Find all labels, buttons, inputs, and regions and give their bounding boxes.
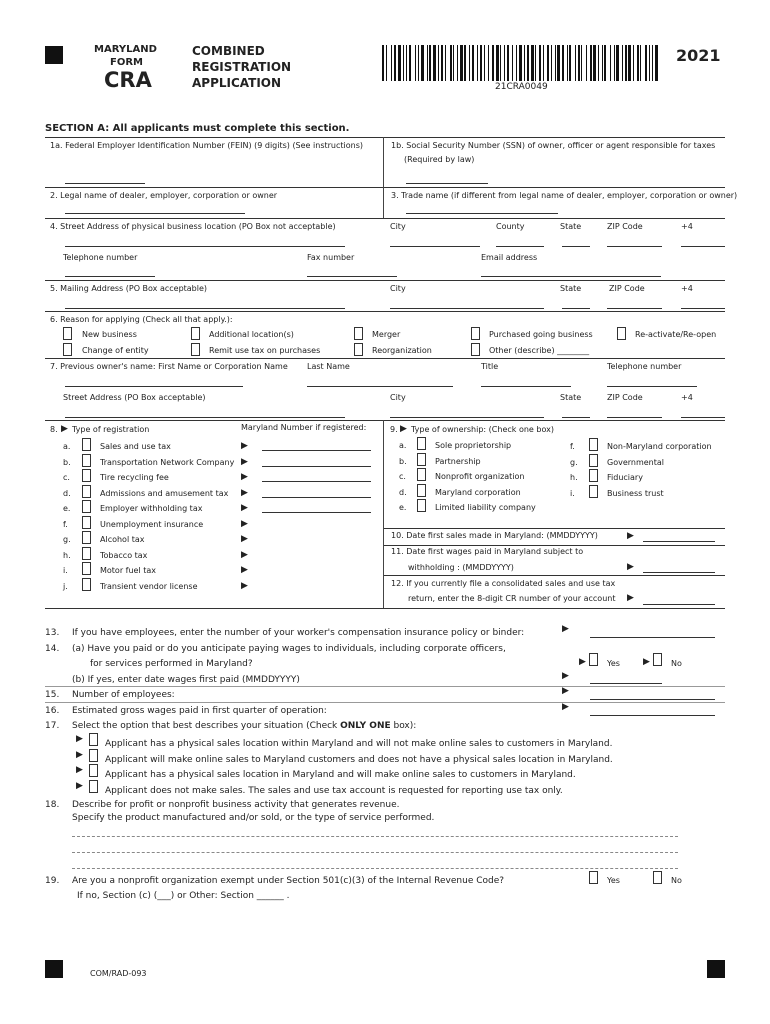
ownership-checkbox[interactable] [589, 454, 598, 467]
registration-letter: e. [63, 504, 71, 513]
registration-letter: a. [63, 442, 71, 451]
registration-checkbox[interactable] [82, 516, 91, 529]
previous-telephone-input[interactable] [607, 386, 697, 387]
ownership-letter: b. [399, 456, 407, 466]
field-1b-ssn-label: 1b. Social Security Number (SSN) of owner, officer or agent responsible for taxes [391, 141, 716, 150]
reason-new-business-checkbox[interactable] [63, 327, 72, 340]
first-sales-date-input[interactable] [643, 541, 715, 542]
ssn-input[interactable] [406, 183, 488, 184]
arrow-icon: ▶ [562, 702, 569, 712]
q13-text: If you have employees, enter the number of your worker's compensation insurance policy or binder: [72, 628, 525, 638]
q19-no-checkbox[interactable] [653, 871, 662, 884]
ownership-letter: i. [570, 488, 575, 498]
arrow-icon: ▶ [76, 765, 83, 775]
registration-letter: i. [63, 566, 68, 575]
arrow-icon: ▶ [241, 549, 248, 560]
field-8-registration-label: Type of registration [72, 425, 150, 434]
ownership-letter: e. [399, 503, 407, 512]
registration-name: Transportation Network Company [100, 457, 235, 467]
ownership-letter: a. [399, 441, 407, 450]
previous-city-input[interactable] [390, 417, 544, 418]
ownership-name: Maryland corporation [435, 487, 521, 497]
registration-checkbox[interactable] [82, 531, 91, 544]
registration-number-input[interactable] [262, 481, 371, 482]
mail-city-input[interactable] [390, 308, 544, 309]
registration-name: Alcohol tax [100, 535, 145, 544]
workers-comp-input[interactable] [590, 637, 715, 638]
arrow-icon: ▶ [241, 565, 248, 575]
q17-option-text: Applicant has a physical sales location within Maryland and will not make online sales to customers in Maryland. [105, 739, 613, 749]
plus4-label: +4 [681, 222, 693, 231]
ownership-letter: c. [399, 472, 406, 481]
reason-other-checkbox[interactable] [471, 343, 480, 356]
registration-name: Tobacco tax [100, 550, 148, 560]
section-a-title: SECTION A: All applicants must complete this section. [45, 123, 350, 134]
field-6-reason-label: 6. Reason for applying (Check all that apply.): [50, 315, 233, 324]
registration-number-input[interactable] [262, 466, 371, 467]
q17-option-checkbox[interactable] [89, 733, 98, 746]
trade-name-input[interactable] [406, 213, 558, 214]
registration-number-input[interactable] [262, 497, 371, 498]
ownership-name: Nonprofit organization [435, 472, 525, 481]
barcode-text: 21CRA0049 [495, 82, 548, 92]
mail-city-label: City [390, 284, 406, 293]
email-label: Email address [481, 253, 538, 262]
reason-reorganization-checkbox[interactable] [354, 343, 363, 356]
registration-checkbox[interactable] [82, 454, 91, 467]
registration-letter: c. [63, 473, 70, 482]
state-name: MARYLAND [94, 44, 157, 55]
ownership-checkbox[interactable] [589, 469, 598, 482]
reason-change-entity-checkbox[interactable] [63, 343, 72, 356]
q14-yes-label: Yes [607, 659, 620, 668]
registration-name: Unemployment insurance [100, 519, 204, 529]
q17-option-checkbox[interactable] [89, 749, 98, 762]
q19-number: 19. [45, 876, 60, 886]
reason-reorganization: Reorganization [372, 346, 432, 355]
arrow-icon: ▶ [76, 734, 83, 744]
ownership-checkbox[interactable] [417, 484, 426, 497]
ownership-name: Partnership [435, 456, 481, 466]
registration-checkbox[interactable] [82, 500, 91, 513]
q18-text-2: Specify the product manufactured and/or sold, or the type of service performed. [72, 813, 435, 823]
q19-text: Are you a nonprofit organization exempt under Section 501(c)(3) of the Internal Revenue Code? [72, 876, 505, 886]
q16-number: 16. [45, 706, 60, 716]
ownership-checkbox[interactable] [417, 437, 426, 450]
ownership-checkbox[interactable] [589, 438, 598, 451]
q14b-text: (b) If yes, enter date wages first paid (MMDDYYYY) [72, 675, 300, 685]
title-line-2: REGISTRATION [192, 60, 292, 74]
registration-checkbox[interactable] [82, 547, 91, 560]
ownership-name: Limited liability company [435, 503, 536, 512]
reason-merger: Merger [372, 330, 401, 339]
q14-no-label: No [671, 659, 682, 668]
arrow-icon: ▶ [400, 424, 407, 434]
ownership-letter: g. [570, 457, 578, 467]
arrow-icon: ▶ [241, 456, 248, 467]
field-11-label: 11. Date first wages paid in Maryland subject to [391, 547, 584, 556]
zip-input[interactable] [607, 246, 662, 247]
previous-street-input[interactable] [65, 417, 345, 418]
ownership-name: Non-Maryland corporation [607, 442, 712, 451]
q13-number: 13. [45, 628, 60, 638]
city-input[interactable] [390, 246, 480, 247]
barcode-image [382, 45, 658, 81]
previous-zip-label: ZIP Code [607, 393, 643, 402]
tax-year: 2021 [676, 46, 721, 65]
fein-input[interactable] [65, 183, 145, 184]
number-of-employees-input[interactable] [590, 699, 715, 700]
mail-state-input[interactable] [562, 308, 590, 309]
previous-city-label: City [390, 393, 406, 402]
registration-checkbox[interactable] [82, 438, 91, 451]
q15-text: Number of employees: [72, 690, 175, 700]
field-1a-fein-label: 1a. Federal Employer Identification Number (FEIN) (9 digits) (See instructions) [50, 141, 363, 150]
ownership-checkbox[interactable] [589, 485, 598, 498]
field-9-ownership-label: Type of ownership: (Check one box) [411, 425, 554, 434]
registration-number-input[interactable] [262, 512, 371, 513]
mail-zip-label: ZIP Code [609, 284, 645, 293]
first-wages-date-input[interactable] [643, 572, 715, 573]
registration-checkbox[interactable] [82, 578, 91, 591]
title-label: Title [481, 362, 499, 371]
reason-merger-checkbox[interactable] [354, 327, 363, 340]
q19-yes-checkbox[interactable] [589, 871, 598, 884]
arrow-icon: ▶ [627, 531, 634, 541]
reason-remit-use-tax: Remit use tax on purchases [209, 346, 321, 355]
county-label: County [496, 222, 525, 231]
arrow-icon: ▶ [627, 562, 634, 572]
reason-new-business: New business [82, 330, 137, 339]
arrow-icon: ▶ [241, 534, 248, 544]
q14a-text-2: for services performed in Maryland? [90, 659, 253, 669]
q15-number: 15. [45, 690, 60, 700]
registration-name: Tire recycling fee [100, 473, 169, 482]
registration-name: Admissions and amusement tax [100, 488, 229, 498]
mailing-address-input[interactable] [65, 308, 345, 309]
registration-name: Transient vendor license [100, 581, 198, 591]
arrow-icon: ▶ [61, 424, 68, 434]
ownership-letter: h. [570, 473, 578, 482]
registration-name: Motor fuel tax [100, 566, 157, 575]
city-label: City [390, 222, 406, 231]
field-11-sub: withholding : (MMDDYYYY) [408, 563, 514, 572]
registration-name: Employer withholding tax [100, 504, 203, 513]
wages-first-paid-input[interactable] [590, 683, 662, 684]
ownership-checkbox[interactable] [417, 468, 426, 481]
reason-additional-location-checkbox[interactable] [191, 327, 200, 340]
arrow-icon: ▶ [241, 472, 248, 482]
q14-yes-checkbox[interactable] [589, 653, 598, 666]
field-8-number: 8. [50, 425, 58, 434]
field-4-address-label: 4. Street Address of physical business location (PO Box not acceptable) [50, 222, 336, 231]
cr-number-input[interactable] [643, 604, 715, 605]
field-5-mailing-label: 5. Mailing Address (PO Box acceptable) [50, 284, 208, 293]
q19-yes-label: Yes [607, 876, 620, 885]
previous-street-label: Street Address (PO Box acceptable) [63, 393, 206, 402]
field-9-number: 9. [390, 425, 398, 434]
arrow-icon: ▶ [579, 657, 586, 667]
arrow-icon: ▶ [241, 518, 248, 529]
registration-mark-bottom-right [707, 960, 725, 978]
previous-telephone-label: Telephone number [607, 362, 682, 371]
title-line-1: COMBINED [192, 44, 265, 58]
q14-no-checkbox[interactable] [653, 653, 662, 666]
zip-label: ZIP Code [607, 222, 643, 231]
q17-option-text: Applicant has a physical sales location in Maryland and will make online sales to customers in Maryland. [105, 770, 576, 780]
legal-name-input[interactable] [65, 213, 245, 214]
q17-text: Select the option that best describes your situation (Check ONLY ONE box): [72, 721, 417, 731]
plus4-input[interactable] [681, 246, 725, 247]
mail-plus4-label: +4 [681, 284, 693, 293]
q18-text-1: Describe for profit or nonprofit business activity that generates revenue. [72, 800, 400, 810]
q18-answer-line-2[interactable] [72, 852, 678, 853]
q16-text: Estimated gross wages paid in first quarter of operation: [72, 706, 327, 716]
previous-owner-last-input[interactable] [307, 386, 453, 387]
arrow-icon: ▶ [562, 686, 569, 696]
reason-remit-use-tax-checkbox[interactable] [191, 343, 200, 356]
field-10-label: 10. Date first sales made in Maryland: (MMDDYYYY) [391, 531, 598, 540]
ownership-checkbox[interactable] [417, 453, 426, 466]
field-12-sub: return, enter the 8-digit CR number of your account [408, 594, 616, 603]
registration-checkbox[interactable] [82, 469, 91, 482]
arrow-icon: ▶ [241, 487, 248, 498]
q17-option-text: Applicant does not make sales. The sales and use tax account is requested for reporting use tax only. [105, 785, 563, 796]
previous-state-label: State [560, 393, 582, 402]
previous-state-input[interactable] [562, 417, 590, 418]
ownership-letter: f. [570, 442, 575, 451]
form-code: CRA [104, 68, 152, 92]
registration-letter: j. [63, 581, 68, 591]
reason-additional-location: Additional location(s) [209, 330, 294, 339]
registration-letter: f. [63, 519, 68, 529]
gross-wages-input[interactable] [590, 715, 715, 716]
fax-input[interactable] [307, 276, 397, 277]
previous-owner-first-input[interactable] [65, 386, 243, 387]
q18-number: 18. [45, 800, 60, 810]
ownership-name: Sole proprietorship [435, 441, 512, 450]
arrow-icon: ▶ [562, 624, 569, 634]
registration-letter: d. [63, 488, 71, 498]
registration-mark-top-left [45, 46, 63, 64]
reason-purchased: Purchased going business [489, 330, 593, 339]
registration-number-input[interactable] [262, 450, 371, 451]
registration-mark-bottom-left [45, 960, 63, 978]
address-input[interactable] [65, 246, 345, 247]
field-2-legal-name-label: 2. Legal name of dealer, employer, corporation or owner [50, 191, 278, 200]
q17-number: 17. [45, 721, 60, 731]
registration-letter: h. [63, 550, 71, 560]
last-name-label: Last Name [307, 362, 350, 371]
arrow-icon: ▶ [241, 580, 248, 591]
state-label: State [560, 222, 582, 231]
previous-owner-title-input[interactable] [481, 386, 571, 387]
ownership-name: Business trust [607, 488, 664, 498]
registration-name: Sales and use tax [100, 442, 171, 451]
telephone-label: Telephone number [63, 253, 138, 262]
arrow-icon: ▶ [643, 657, 650, 667]
email-input[interactable] [481, 276, 661, 277]
registration-checkbox[interactable] [82, 485, 91, 498]
reason-change-entity: Change of entity [82, 346, 149, 355]
q17-option-checkbox[interactable] [89, 780, 98, 793]
mail-zip-input[interactable] [607, 308, 662, 309]
registration-letter: b. [63, 457, 71, 467]
fax-label: Fax number [307, 253, 355, 262]
ownership-name: Fiduciary [607, 473, 643, 482]
q14a-text: (a) Have you paid or do you anticipate paying wages to individuals, including corporate officers, [72, 644, 506, 654]
state-input[interactable] [562, 246, 590, 247]
arrow-icon: ▶ [627, 593, 634, 603]
mail-state-label: State [560, 284, 582, 293]
q19-text-2[interactable]: If no, Section (c) (___) or Other: Section ______ . [77, 891, 290, 901]
arrow-icon: ▶ [241, 441, 248, 451]
field-1b-sub: (Required by law) [404, 155, 475, 164]
field-7-previous-owner-label: 7. Previous owner's name: First Name or Corporation Name [50, 362, 288, 371]
arrow-icon: ▶ [562, 671, 569, 681]
q14-number: 14. [45, 644, 60, 654]
reason-reactivate-checkbox[interactable] [617, 327, 626, 340]
form-label: FORM [110, 57, 143, 68]
field-12-label: 12. If you currently file a consolidated sales and use tax [391, 579, 616, 588]
title-line-3: APPLICATION [192, 76, 282, 90]
previous-zip-input[interactable] [607, 417, 662, 418]
ownership-checkbox[interactable] [417, 499, 426, 512]
q18-answer-line-3[interactable] [72, 868, 678, 869]
arrow-icon: ▶ [76, 749, 83, 760]
reason-other[interactable]: Other (describe) ________ [489, 346, 590, 355]
mail-plus4-input[interactable] [681, 308, 725, 309]
arrow-icon: ▶ [76, 780, 83, 791]
registration-letter: g. [63, 535, 71, 544]
registration-checkbox[interactable] [82, 562, 91, 575]
reason-purchased-checkbox[interactable] [471, 327, 480, 340]
field-3-trade-name-label: 3. Trade name (if different from legal name of dealer, employer, corporation or owner) [391, 191, 738, 200]
ownership-name: Governmental [607, 457, 665, 467]
reason-reactivate: Re-activate/Re-open [635, 330, 717, 339]
previous-plus4-input[interactable] [681, 417, 725, 418]
ownership-letter: d. [399, 487, 407, 497]
previous-plus4-label: +4 [681, 393, 693, 402]
q19-no-label: No [671, 876, 682, 885]
q17-option-text: Applicant will make online sales to Maryland customers and does not have a physical sales location in Maryland. [105, 754, 613, 765]
county-input[interactable] [496, 246, 544, 247]
q17-option-checkbox[interactable] [89, 764, 98, 777]
arrow-icon: ▶ [241, 503, 248, 513]
telephone-input[interactable] [65, 276, 155, 277]
q18-answer-line-1[interactable] [72, 836, 678, 837]
form-code-footer: COM/RAD-093 [90, 969, 147, 978]
maryland-number-label: Maryland Number if registered: [241, 423, 367, 432]
